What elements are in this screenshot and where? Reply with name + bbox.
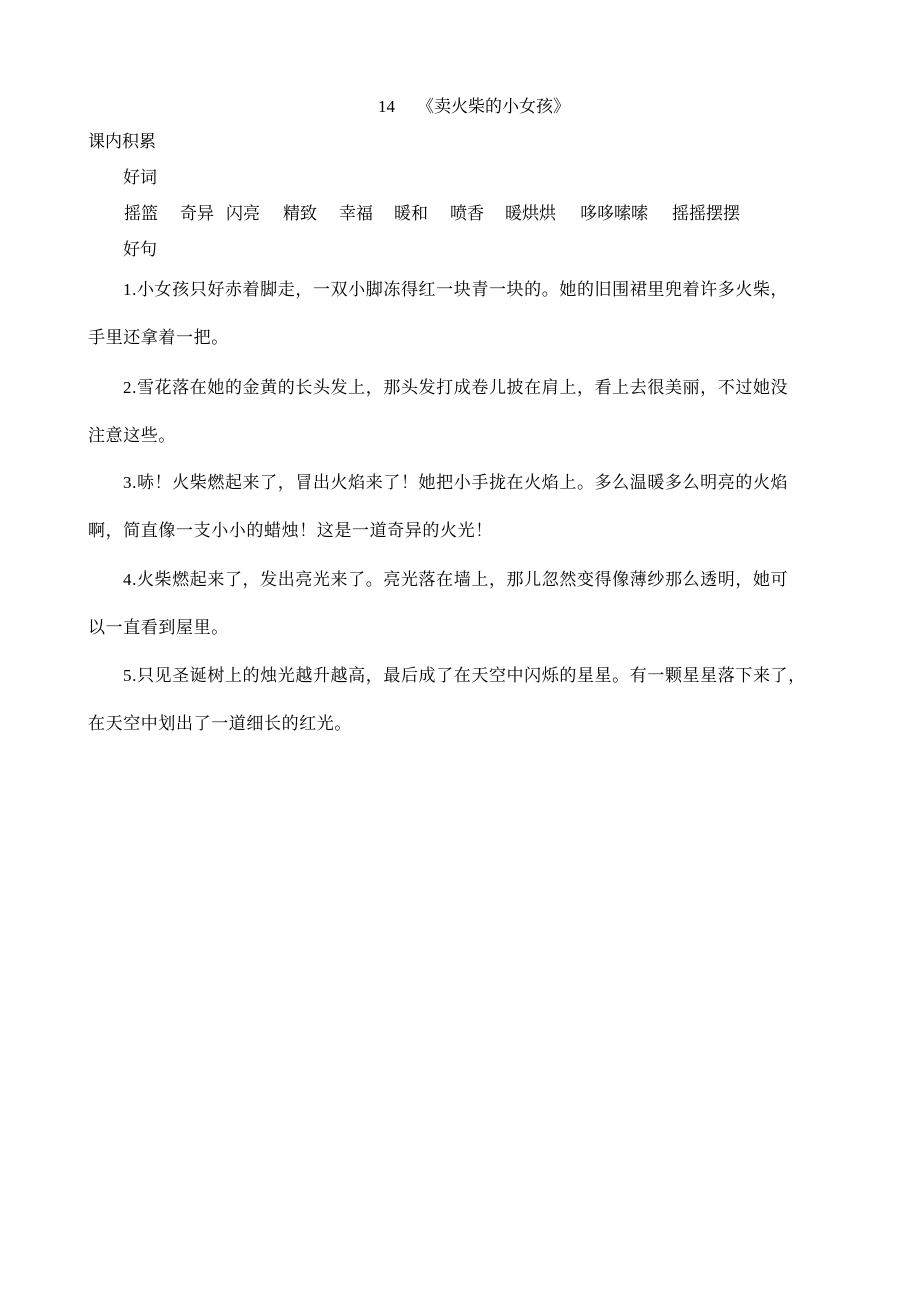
sentence-line — [123, 666, 806, 686]
good-words-heading: 好词 — [123, 168, 157, 188]
word-item: 摇篮 — [124, 204, 158, 224]
lesson-title: 《卖火柴的小女孩》 — [417, 97, 570, 117]
good-sentences-heading: 好句 — [123, 240, 157, 260]
sentence-line — [123, 570, 788, 590]
sentence-line — [123, 280, 788, 300]
page-title — [378, 97, 570, 117]
sentence-line: 啊，简直像一支小小的蜡烛！这是一道奇异的火光！ — [88, 521, 493, 541]
word-item: 闪亮 — [226, 204, 260, 224]
sentence-number: 1. — [123, 280, 137, 299]
good-words-list — [0, 204, 920, 224]
word-item: 哆哆嗦嗦 — [580, 204, 648, 224]
sentence-text: 只见圣诞树上的烛光越升越高，最后成了在天空中闪烁的星星。有一颗星星落下来了， — [136, 666, 806, 686]
sentence-line — [123, 473, 788, 493]
sentence-line: 手里还拿着一把。 — [88, 328, 229, 348]
sentence-text: 雪花落在她的金黄的长头发上，那头发打成卷儿披在肩上，看上去很美丽，不过她没 — [136, 378, 789, 398]
sentence-number: 4. — [123, 570, 137, 589]
section-heading: 课内积累 — [88, 132, 156, 152]
sentence-number: 3. — [123, 473, 137, 492]
sentence-line: 在天空中划出了一道细长的红光。 — [88, 714, 352, 734]
word-item: 幸福 — [339, 204, 373, 224]
sentence-number: 2. — [123, 378, 137, 397]
word-item: 奇异 — [180, 204, 214, 224]
sentence-line: 注意这些。 — [88, 426, 176, 446]
sentence-text: 火柴燃起来了，发出亮光来了。亮光落在墙上，那儿忽然变得像薄纱那么透明，她可 — [136, 570, 789, 590]
word-item: 暖烘烘 — [505, 204, 556, 224]
word-item: 精致 — [283, 204, 317, 224]
word-item: 喷香 — [450, 204, 484, 224]
lesson-number: 14 — [378, 97, 395, 116]
sentence-text: 哧！火柴燃起来了，冒出火焰来了！她把小手拢在火焰上。多么温暖多么明亮的火焰 — [136, 473, 789, 493]
sentence-text: 小女孩只好赤着脚走，一双小脚冻得红一块青一块的。她的旧围裙里兜着许多火柴， — [136, 280, 789, 300]
sentence-line — [123, 378, 788, 398]
sentence-number: 5. — [123, 666, 137, 685]
word-item: 摇摇摆摆 — [672, 204, 740, 224]
sentence-line: 以一直看到屋里。 — [88, 618, 229, 638]
word-item: 暖和 — [394, 204, 428, 224]
